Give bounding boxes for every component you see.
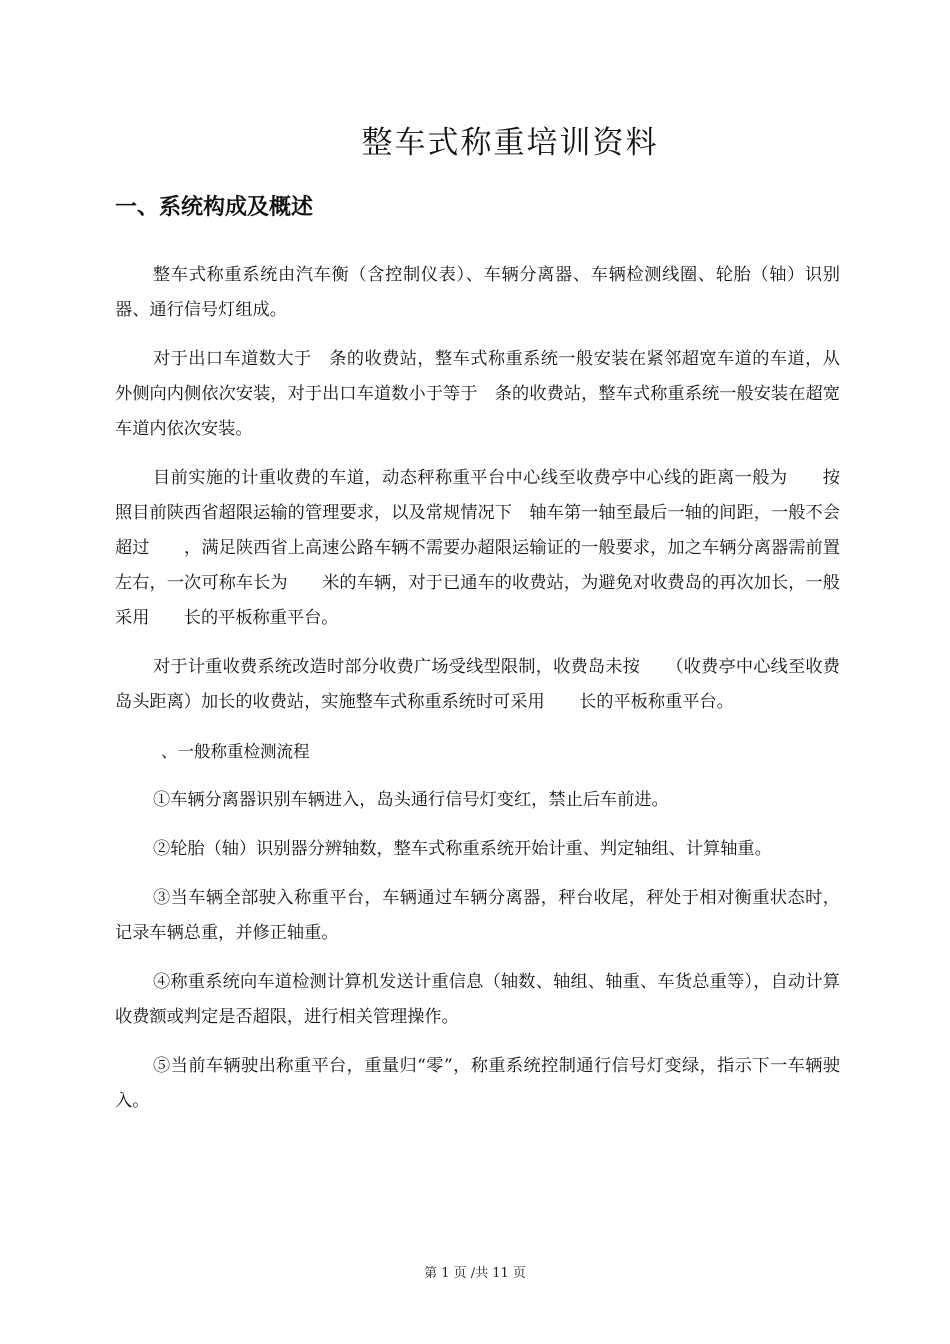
section-heading: 一、系统构成及概述 <box>115 195 314 220</box>
paragraph-platform-distance: 目前实施的计重收费的车道，动态秤称重平台中心线至收费亭中心线的距离一般为 按照目前陕西省超限运输的管理要求，以及常规情况下 轴车第一轴至最后一轴的间距，一般不会超过 ，满足陕西省上高速公路车辆不需要办超限运输证的一般要求，加之车辆分离器需前置 左右，一次可称车长为 米的车辆，对于已通车的收费站，为避免对收费岛的再次加长，一般采用 长的平板称重平台。 <box>115 468 875 628</box>
process-step-1: ①车辆分离器识别车辆进入，岛头通行信号灯变红，禁止后车前进。 <box>153 790 669 810</box>
process-step-4: ④称重系统向车道检测计算机发送计重信息（轴数、轴组、轴重、车货总重等），自动计算收费额或判定是否超限，进行相关管理操作。 <box>115 972 840 1027</box>
process-step-3: ③当车辆全部驶入称重平台，车辆通过车辆分离器，秤台收尾，秤处于相对衡重状态时，记录车辆总重，并修正轴重。 <box>115 888 840 943</box>
paragraph-installation-lanes: 对于出口车道数大于 条的收费站，整车式称重系统一般安装在紧邻超宽车道的车道，从外侧向内侧依次安装，对于出口车道数小于等于 条的收费站，整车式称重系统一般安装在超宽车道内依次安装。 <box>115 349 840 439</box>
process-step-2: ②轮胎（轴）识别器分辨轴数，整车式称重系统开始计重、判定轴组、计算轴重。 <box>153 839 772 859</box>
page-footer: 第 1 页 /共 11 页 <box>424 1266 526 1281</box>
document-title: 整车式称重培训资料 <box>361 125 659 161</box>
process-step-5: ⑤当前车辆驶出称重平台，重量归“零”，称重系统控制通行信号灯变绿，指示下一车辆驶入。 <box>115 1056 840 1111</box>
paragraph-system-composition: 整车式称重系统由汽车衡（含控制仪表）、车辆分离器、车辆检测线圈、轮胎（轴）识别器、通行信号灯组成。 <box>115 265 840 320</box>
subheading-weighing-process: 、一般称重检测流程 <box>161 742 310 761</box>
paragraph-retrofit-stations: 对于计重收费系统改造时部分收费广场受线型限制，收费岛未按 （收费亭中心线至收费岛头距离）加长的收费站，实施整车式称重系统时可采用 长的平板称重平台。 <box>115 657 840 712</box>
document-body <box>115 258 875 1133</box>
